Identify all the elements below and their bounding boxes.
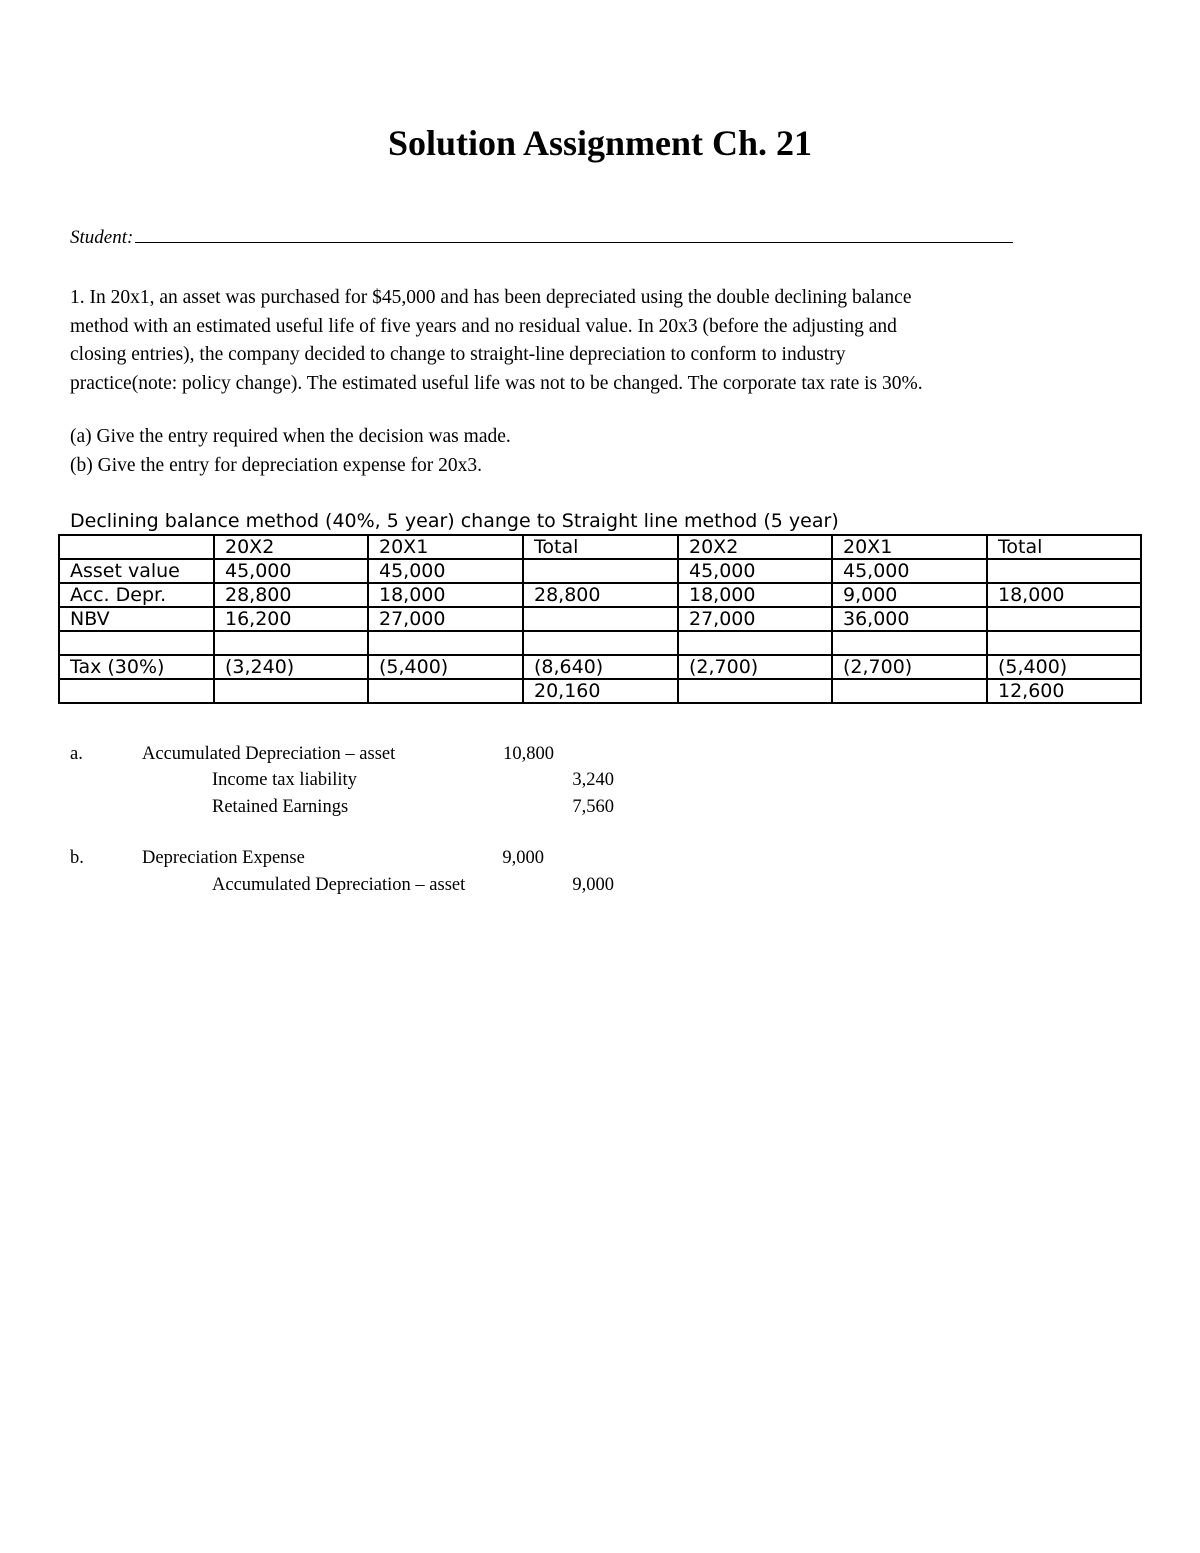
table-header-cell: 20X1 bbox=[832, 535, 987, 559]
table-cell: (2,700) bbox=[832, 655, 987, 679]
entry-b-label: b. bbox=[70, 848, 84, 868]
table-header-cell: 20X2 bbox=[678, 535, 832, 559]
table-header-row bbox=[59, 535, 1141, 559]
table-cell: 28,800 bbox=[523, 583, 678, 607]
student-label: Student: bbox=[70, 227, 134, 248]
table-cell bbox=[368, 679, 523, 703]
table-row bbox=[59, 583, 1141, 607]
entry-b-debit-amount: 9,000 bbox=[502, 848, 544, 868]
table-cell: 45,000 bbox=[678, 559, 832, 583]
table-cell: (5,400) bbox=[368, 655, 523, 679]
question-part-b: (b) Give the entry for depreciation expense for 20x3. bbox=[70, 455, 483, 476]
table-cell bbox=[523, 559, 678, 583]
page-title: Solution Assignment Ch. 21 bbox=[387, 123, 813, 163]
table-cell: 12,600 bbox=[987, 679, 1141, 703]
table-cell: NBV bbox=[59, 607, 214, 631]
table-cell bbox=[523, 631, 678, 655]
table-cell: Acc. Depr. bbox=[59, 583, 214, 607]
question-line: method with an estimated useful life of five years and no residual value. In 20x3 (before the adjusting and bbox=[70, 315, 897, 337]
table-row bbox=[59, 559, 1141, 583]
table-cell: 18,000 bbox=[678, 583, 832, 607]
table-row bbox=[59, 655, 1141, 679]
table-cell: 18,000 bbox=[368, 583, 523, 607]
question-part-a: (a) Give the entry required when the decision was made. bbox=[70, 426, 511, 447]
table-cell bbox=[59, 679, 214, 703]
table-cell: 45,000 bbox=[832, 559, 987, 583]
table-header-cell: 20X1 bbox=[368, 535, 523, 559]
entry-a-credit1-amount: 3,240 bbox=[572, 770, 614, 790]
table-cell: (3,240) bbox=[214, 655, 368, 679]
table-cell bbox=[214, 679, 368, 703]
table-cell bbox=[678, 679, 832, 703]
entry-b-credit-amount: 9,000 bbox=[572, 875, 614, 895]
entry-a-credit1-account: Income tax liability bbox=[212, 770, 357, 790]
entry-a-debit-account: Accumulated Depreciation – asset bbox=[142, 744, 396, 764]
table-cell: (2,700) bbox=[678, 655, 832, 679]
table-cell bbox=[523, 607, 678, 631]
question-line: closing entries), the company decided to change to straight-line depreciation to conform to industry bbox=[70, 344, 846, 365]
entry-a-debit-amount: 10,800 bbox=[503, 744, 554, 764]
entry-a-label: a. bbox=[70, 744, 83, 764]
table-cell: 16,200 bbox=[214, 607, 368, 631]
table-cell: 18,000 bbox=[987, 583, 1141, 607]
table-row bbox=[59, 607, 1141, 631]
table-cell: 27,000 bbox=[368, 607, 523, 631]
table-cell bbox=[987, 631, 1141, 655]
question-line: 1. In 20x1, an asset was purchased for $45,000 and has been depreciated using the double declining balance bbox=[70, 287, 912, 308]
table-cell: 20,160 bbox=[523, 679, 678, 703]
entry-a-credit2-account: Retained Earnings bbox=[212, 797, 349, 817]
student-name-blank bbox=[135, 226, 1013, 243]
table-header-cell: Total bbox=[523, 535, 678, 559]
table-cell: (8,640) bbox=[523, 655, 678, 679]
table-cell: (5,400) bbox=[987, 655, 1141, 679]
table-cell bbox=[987, 607, 1141, 631]
table-cell: 27,000 bbox=[678, 607, 832, 631]
entry-a-credit2-amount: 7,560 bbox=[572, 797, 614, 817]
table-header-cell bbox=[59, 535, 214, 559]
table-cell: 36,000 bbox=[832, 607, 987, 631]
entry-b-credit-account: Accumulated Depreciation – asset bbox=[212, 875, 466, 895]
table-caption: Declining balance method (40%, 5 year) change to Straight line method (5 year) bbox=[70, 510, 839, 532]
depreciation-table bbox=[58, 534, 1142, 704]
table-row bbox=[59, 679, 1141, 703]
table-cell: Tax (30%) bbox=[59, 655, 214, 679]
table-header-cell: 20X2 bbox=[214, 535, 368, 559]
entry-b-debit-account: Depreciation Expense bbox=[142, 848, 305, 868]
table-row bbox=[59, 631, 1141, 655]
sub-questions bbox=[70, 422, 1140, 480]
table-cell bbox=[368, 631, 523, 655]
table-cell bbox=[59, 631, 214, 655]
table-cell: 9,000 bbox=[832, 583, 987, 607]
table-cell bbox=[987, 559, 1141, 583]
table-cell bbox=[832, 679, 987, 703]
table-cell: 45,000 bbox=[214, 559, 368, 583]
table-cell: 28,800 bbox=[214, 583, 368, 607]
question-text bbox=[70, 284, 1140, 398]
table-header-cell: Total bbox=[987, 535, 1141, 559]
table-cell bbox=[832, 631, 987, 655]
question-line: practice(note: policy change). The estimated useful life was not to be changed. The corporate tax rate is 30%. bbox=[70, 372, 923, 394]
table-cell bbox=[214, 631, 368, 655]
table-cell: Asset value bbox=[59, 559, 214, 583]
table-cell bbox=[678, 631, 832, 655]
student-line bbox=[70, 226, 1013, 249]
table-cell: 45,000 bbox=[368, 559, 523, 583]
